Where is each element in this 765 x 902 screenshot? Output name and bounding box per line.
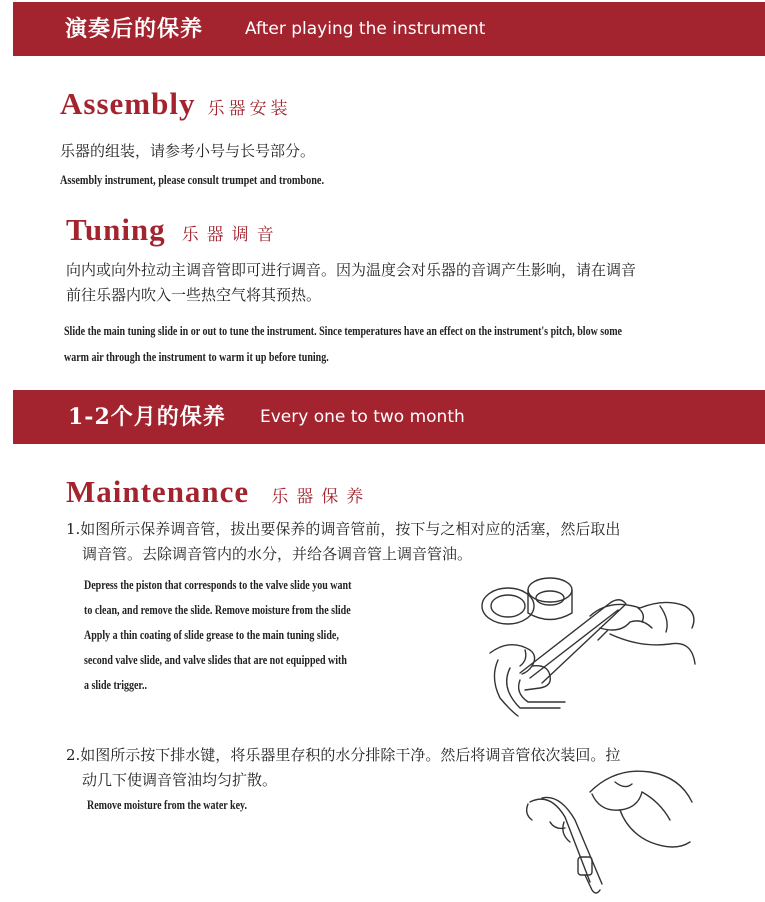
tuning-text-en (64, 318, 622, 370)
maintenance-title: Maintenance (66, 474, 250, 509)
step2-zh-line-2: 动几下使调音管油均匀扩散。 (82, 771, 278, 789)
assembly-heading (60, 86, 291, 122)
step1-zh-line-1: 1.如图所示保养调音管，拔出要保养的调音管前，按下与之相对应的活塞，然后取出 (66, 520, 621, 538)
step2-en-line-1: Remove moisture from the water key. (87, 798, 247, 812)
step2-text-en (87, 798, 247, 813)
step1-en-line-4: second valve slide, and valve slides that are not equipped with (84, 653, 347, 667)
step2-zh-line-1: 2.如图所示按下排水键，将乐器里存积的水分排除干净。然后将调音管依次装回。拉 (66, 746, 621, 764)
assembly-text-en: Assembly instrument, please consult trumpet and trombone. (60, 173, 325, 187)
assembly-title: Assembly (60, 86, 196, 121)
maintenance-heading (66, 474, 371, 510)
tuning-zh-line-2: 前往乐器内吹入一些热空气将其预热。 (66, 286, 322, 304)
step1-en-line-2: to clean, and remove the slide. Remove moisture from the slide (84, 603, 351, 617)
header-banner-after-playing (13, 2, 765, 56)
tuning-en-line-2: warm air through the instrument to warm it up before tuning. (64, 350, 329, 364)
maintenance-title-zh: 乐器保养 (271, 487, 372, 506)
step1-zh-line-2: 调音管。去除调音管内的水分，并给各调音管上调音管油。 (82, 545, 473, 563)
tuning-en-line-1: Slide the main tuning slide in or out to tune the instrument. Since temperatures have an effect on the instrument's pitch, blow some (64, 324, 622, 338)
tuning-title-zh: 乐器调音 (181, 225, 282, 244)
slide-grease-illustration (470, 568, 700, 718)
banner-title-zh: 1-2个月的保养 (68, 404, 226, 430)
header-banner-monthly (13, 390, 765, 444)
tuning-heading (66, 212, 282, 248)
banner-title-en: After playing the instrument (245, 19, 486, 39)
tuning-text-zh (66, 258, 746, 308)
banner-title-zh: 演奏后的保养 (65, 16, 204, 42)
banner-title-en: Every one to two month (260, 407, 465, 427)
water-key-illustration (520, 762, 695, 897)
step1-text-en (84, 573, 351, 698)
tuning-zh-line-1: 向内或向外拉动主调音管即可进行调音。因为温度会对乐器的音调产生影响，请在调音 (66, 261, 637, 279)
assembly-title-zh: 乐器安装 (207, 99, 292, 118)
step1-text-zh (66, 517, 746, 567)
tuning-title: Tuning (66, 212, 166, 247)
step1-en-line-5: a slide trigger.. (84, 678, 147, 692)
assembly-text-zh: 乐器的组装，请参考小号与长号部分。 (60, 142, 316, 160)
step1-en-line-3: Apply a thin coating of slide grease to the main tuning slide, (84, 628, 339, 642)
step1-en-line-1: Depress the piston that corresponds to the valve slide you want (84, 578, 352, 592)
